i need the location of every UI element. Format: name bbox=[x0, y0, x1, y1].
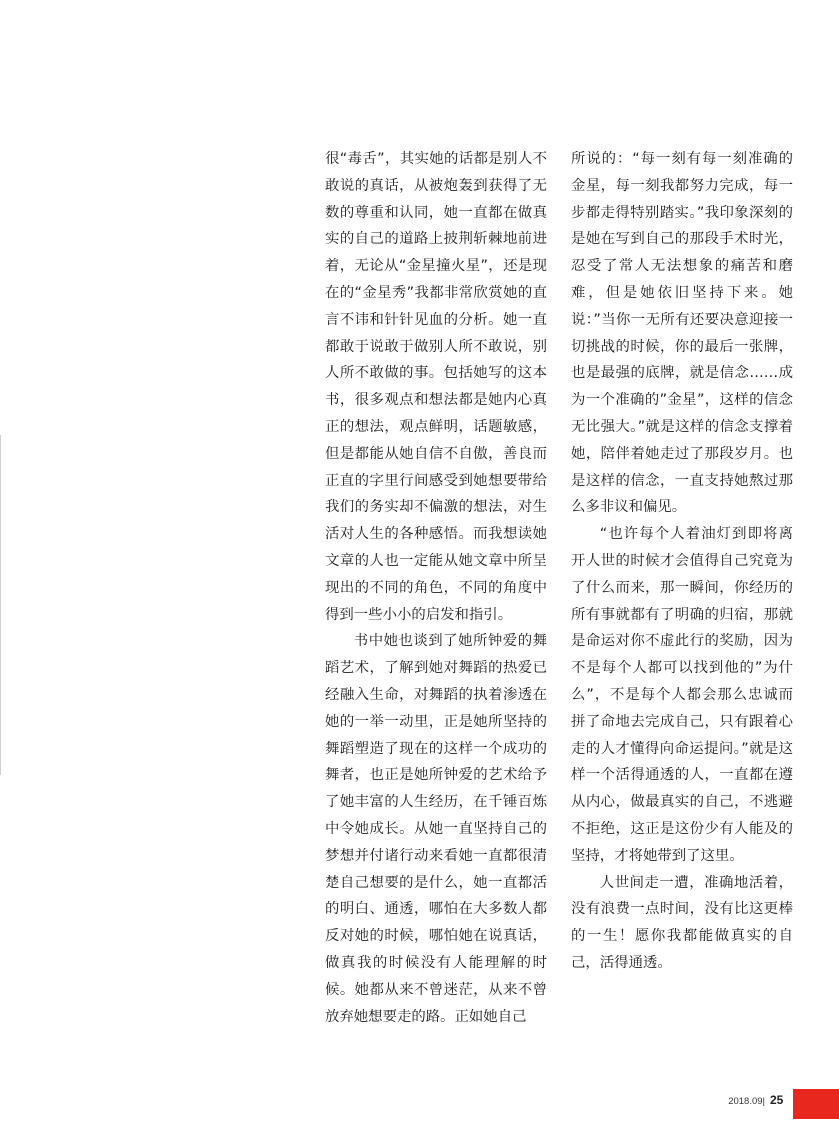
paragraph-left-1: 很“毒舌”，其实她的话都是别人不敢说的真话，从被炮轰到获得了无数的尊重和认同，她一直都在做真实的自己的道路上披荆斩棘地前进着，无论从“金星撞火星”，还是现在的“金星秀”我都非常欣赏她的直言不讳和针针见血的分析。她一直都敢于说敢于做别人所不敢说，别人所不敢做的事。包括她写的这本书，很多观点和想法都是她内心真正的想法，观点鲜明，话题敏感，但是都能从她自信不自傲，善良而正直的字里行间感受到她想要带给我们的务实却不偏激的想法，对生活对人生的各种感悟。而我想读她文章的人也一定能从她文章中所呈现出的不同的角色，不同的角度中得到一些小小的启发和指引。 bbox=[325, 151, 547, 623]
issue-date: 2018.09| bbox=[728, 1096, 765, 1107]
paragraph-right-2: “也许每个人着油灯到即将离开人世的时候才会值得自己究竟为了什么而来，那一瞬间，你经历的所有事就都有了明确的归宿，那就是命运对你不虚此行的奖励，因为不是每个人都可以找到他的”为什么”，不是每个人都会那么忠诚而拼了命地去完成自己，只有跟着心走的人才懂得向命运提问。”就是这样一个活得通透的人，一直都在遵从内心，做最真实的自己，不逃避不拒绝，这正是这份少有人能及的坚持，才将她带到了这里。 bbox=[571, 526, 793, 864]
paragraph-right-1: 所说的：“每一刻有每一刻准确的金星，每一刻我都努力完成，每一步都走得特别踏实。”我印象深刻的是她在写到自己的那段手术时光，忍受了常人无法想象的痛苦和磨难，但是她依旧坚持下来。她说：”当你一无所有还要决意迎接一切挑战的时候，你的最后一张牌，也是最强的底牌，就是信念……成为一个准确的”金星”，这样的信念无比强大。”就是这样的信念支撑着她，陪伴着她走过了那段岁月。也是这样的信念，一直支持她熬过那么多非议和偏见。 bbox=[571, 151, 793, 516]
article-right-column bbox=[571, 146, 793, 977]
corner-accent-block bbox=[793, 1089, 839, 1119]
paragraph-left-2: 书中她也谈到了她所钟爱的舞蹈艺术，了解到她对舞蹈的热爱已经融入生命，对舞蹈的执着渗透在她的一举一动里，正是她所坚持的舞蹈塑造了现在的这样一个成功的舞者，也正是她所钟爱的艺术给予了她丰富的人生经历，在千锤百炼中令她成长。从她一直坚持自己的梦想并付诸行动来看她一直都很清楚自己想要的是什么，她一直都活的明白、通透，哪怕在大多数人都反对她的时候，哪怕她在说真话，做真我的时候没有人能理解的时候。她都从来不曾迷茫，从来不曾放弃她想要走的路。正如她自己 bbox=[325, 633, 547, 1025]
page-edge-line bbox=[0, 435, 1, 775]
paragraph-right-3: 人世间走一遭，准确地活着，没有浪费一点时间，没有比这更棒的一生！愿你我都能做真实的自己，活得通透。 bbox=[571, 874, 793, 971]
article-left-column bbox=[325, 146, 547, 1030]
page-number: 25 bbox=[770, 1093, 784, 1107]
